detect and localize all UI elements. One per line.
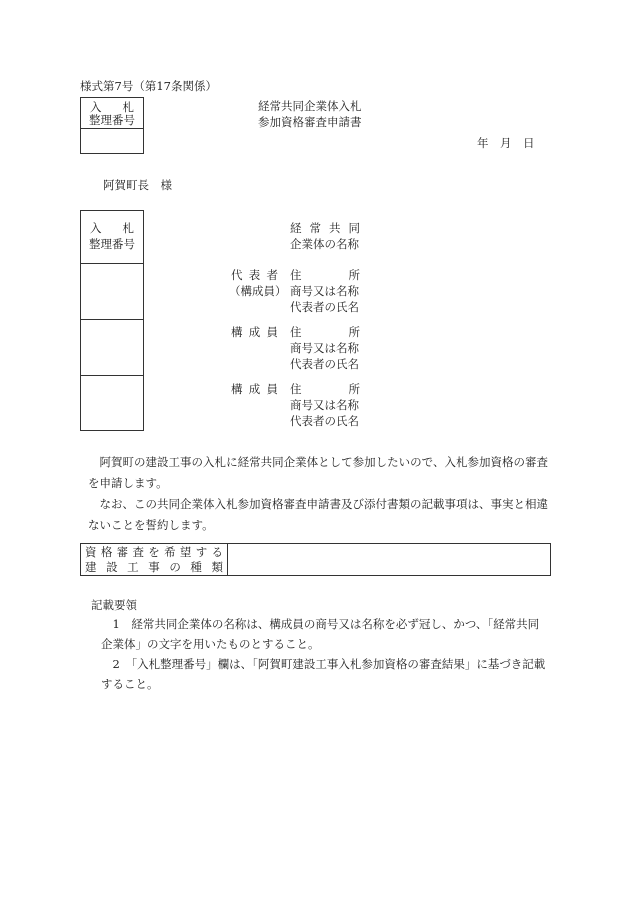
representative-role-sub: （構成員） xyxy=(229,284,287,298)
top-bid-number-box xyxy=(80,97,144,154)
document-title-line2: 参加資格審査申請書 xyxy=(258,115,362,129)
application-paragraph: 阿賀町の建設工事の入札に経常共同企業体として参加したいので、入札参加資格の審査を申請します。 xyxy=(88,455,548,490)
applicant-bid-number-box xyxy=(80,210,144,431)
representative-bid-number-field[interactable] xyxy=(82,265,142,317)
top-bid-label-line1: 入 札 xyxy=(90,100,134,114)
member2-company-label: 商号又は名称 xyxy=(290,398,359,412)
member2-person-label: 代表者の氏名 xyxy=(290,414,359,428)
construction-type-table xyxy=(80,543,551,576)
top-bid-number-field[interactable] xyxy=(82,130,142,152)
representative-person-label: 代表者の氏名 xyxy=(290,300,359,314)
jv-name-label-line1: 経 常 共 同 xyxy=(290,221,360,235)
member1-address-label: 住 所 xyxy=(290,325,360,339)
pledge-paragraph: なお、この共同企業体入札参加資格審査申請書及び添付書類の記載事項は、事実と相違ないことを誓約します。 xyxy=(88,497,548,532)
applicant-bid-label-line1: 入 札 xyxy=(90,221,134,235)
applicant-bid-label-line2: 整理番号 xyxy=(89,237,135,251)
jv-name-label-line2: 企業体の名称 xyxy=(290,237,359,251)
notes-item-1: 1 経常共同企業体の名称は、構成員の商号又は名称を必ず冠し、かつ、「経常共同企業体」の文字を用いたものとすること。 xyxy=(101,617,540,651)
document-title-line1: 経常共同企業体入札 xyxy=(258,99,362,113)
member1-role: 構 成 員 xyxy=(231,325,278,339)
construction-type-label-line1: 資 格 審 査 を 希 望 す る xyxy=(85,545,223,559)
addressee: 阿賀町長 様 xyxy=(103,178,172,192)
member1-company-label: 商号又は名称 xyxy=(290,341,359,355)
representative-company-label: 商号又は名称 xyxy=(290,284,359,298)
member2-role: 構 成 員 xyxy=(231,382,278,396)
member2-bid-number-field[interactable] xyxy=(82,377,142,429)
form-number-label: 様式第7号（第17条関係） xyxy=(80,79,217,93)
application-body xyxy=(88,452,548,536)
date-day: 日 xyxy=(523,136,535,150)
top-bid-label-line2: 整理番号 xyxy=(89,113,135,127)
date-month: 月 xyxy=(500,136,512,150)
member1-person-label: 代表者の氏名 xyxy=(290,357,359,371)
representative-address-label: 住 所 xyxy=(290,268,360,282)
construction-type-field[interactable] xyxy=(229,545,549,574)
member1-bid-number-field[interactable] xyxy=(82,321,142,373)
member2-address-label: 住 所 xyxy=(290,382,360,396)
construction-type-label-line2: 建 設 工 事 の 種 類 xyxy=(85,560,223,574)
notes-item-2: 2 「入札整理番号」欄は、「阿賀町建設工事入札参加資格の審査結果」に基づき記載すること。 xyxy=(101,657,546,691)
representative-role: 代 表 者 xyxy=(231,268,278,282)
notes-heading: 記載要領 xyxy=(91,598,137,612)
date-year: 年 xyxy=(477,136,489,150)
